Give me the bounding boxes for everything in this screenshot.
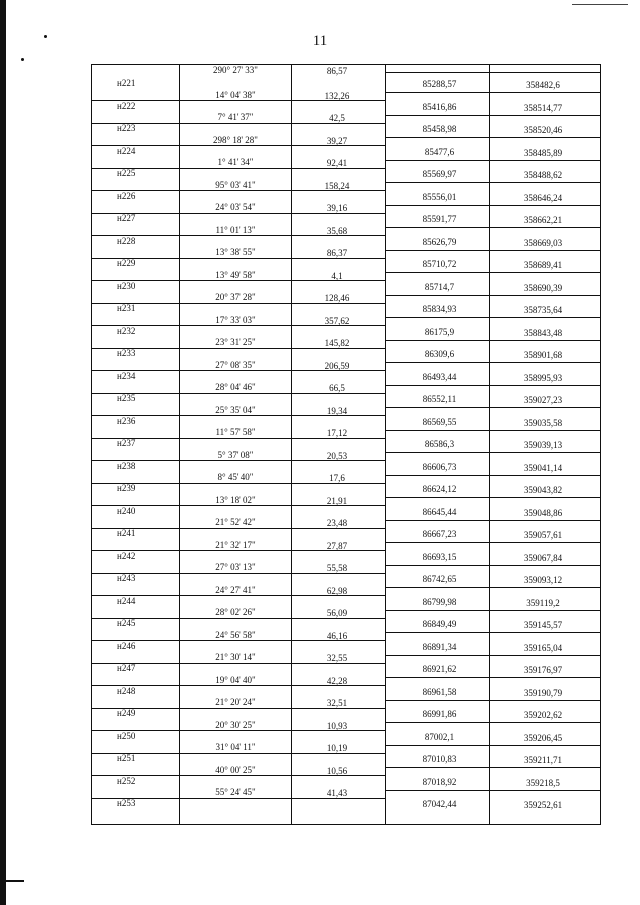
point-label: н238 bbox=[117, 460, 136, 471]
direction-angle: 28° 02' 26" bbox=[215, 607, 256, 617]
coordinate-x: 85710,72 bbox=[422, 259, 457, 269]
column-divider bbox=[291, 64, 292, 825]
point-label: н244 bbox=[117, 595, 136, 606]
direction-angle: 28° 04' 46" bbox=[215, 382, 256, 392]
coord-divider bbox=[385, 722, 601, 723]
point-label: н234 bbox=[117, 370, 136, 381]
coord-divider bbox=[385, 250, 601, 251]
coordinate-y: 358735,64 bbox=[523, 305, 563, 315]
direction-angle: 23° 31' 25" bbox=[215, 337, 256, 347]
column-divider bbox=[600, 64, 601, 825]
coordinate-x: 87042,44 bbox=[422, 799, 457, 809]
coord-divider bbox=[385, 497, 601, 498]
direction-angle: 31° 04' 11" bbox=[215, 742, 256, 752]
coordinate-y: 358690,39 bbox=[523, 282, 563, 293]
point-label: н227 bbox=[117, 213, 136, 223]
coordinate-y: 358843,48 bbox=[523, 327, 563, 338]
segment-length: 42,28 bbox=[326, 675, 348, 686]
coord-divider bbox=[385, 610, 601, 611]
direction-angle: 8° 45' 40" bbox=[217, 472, 254, 482]
coordinates-table bbox=[91, 64, 601, 825]
coord-divider bbox=[385, 182, 601, 183]
coordinate-x: 87018,92 bbox=[422, 776, 457, 787]
coordinate-x: 86667,23 bbox=[422, 529, 457, 539]
coord-divider bbox=[385, 587, 601, 588]
coordinate-x: 86175,9 bbox=[424, 326, 455, 337]
point-label: н249 bbox=[117, 708, 136, 718]
scan-dot bbox=[21, 58, 24, 61]
coordinate-y: 358662,21 bbox=[523, 215, 563, 225]
scan-top-edge bbox=[572, 4, 628, 5]
coord-divider bbox=[385, 677, 601, 678]
direction-angle: 55° 24' 45" bbox=[215, 787, 256, 797]
page-number: 11 bbox=[312, 33, 328, 49]
coordinate-y: 359048,86 bbox=[523, 507, 563, 518]
direction-angle: 40° 00' 25" bbox=[215, 764, 256, 775]
segment-length: 132,26 bbox=[324, 90, 350, 101]
coord-divider bbox=[385, 475, 601, 476]
segment-length: 128,46 bbox=[324, 293, 350, 303]
coord-divider bbox=[385, 160, 601, 161]
coordinate-x: 86849,49 bbox=[422, 619, 457, 629]
coordinate-x: 86742,65 bbox=[422, 574, 457, 584]
segment-length: 20,53 bbox=[326, 450, 348, 461]
point-label: н248 bbox=[117, 685, 136, 696]
coord-divider bbox=[385, 362, 601, 363]
coordinate-y: 359252,61 bbox=[523, 800, 563, 810]
coordinate-y: 359206,45 bbox=[523, 732, 563, 743]
segment-length: 4,1 bbox=[331, 270, 343, 281]
coordinate-y: 359041,14 bbox=[523, 462, 563, 473]
point-label: н245 bbox=[117, 618, 136, 628]
point-label: н231 bbox=[117, 303, 136, 313]
direction-angle: 20° 30' 25" bbox=[215, 719, 256, 730]
segment-length: 17,6 bbox=[329, 473, 345, 483]
coordinate-x: 86693,15 bbox=[422, 551, 457, 562]
coordinate-x: 86891,34 bbox=[422, 641, 457, 652]
segment-length: 56,09 bbox=[326, 608, 348, 618]
coordinate-y: 359176,97 bbox=[523, 665, 563, 675]
segment-length: 66,5 bbox=[329, 383, 345, 393]
point-label: н250 bbox=[117, 730, 136, 741]
direction-angle: 11° 01' 13" bbox=[215, 224, 256, 235]
direction-angle: 21° 52' 42" bbox=[215, 517, 256, 527]
direction-angle: 21° 30' 14" bbox=[215, 652, 256, 662]
point-label: н228 bbox=[117, 235, 136, 246]
coordinate-x: 85556,01 bbox=[422, 191, 457, 202]
coordinate-x: 86569,55 bbox=[422, 416, 457, 427]
column-divider bbox=[385, 64, 386, 825]
direction-angle: 27° 08' 35" bbox=[215, 359, 256, 370]
coordinate-y: 359218,5 bbox=[526, 777, 560, 788]
coordinate-y: 359057,61 bbox=[523, 530, 563, 540]
coordinate-y: 359202,62 bbox=[523, 710, 563, 720]
direction-angle: 7° 41' 37" bbox=[217, 112, 254, 122]
segment-length: 86,37 bbox=[326, 248, 348, 258]
direction-angle: 14° 04' 38" bbox=[215, 89, 256, 100]
coord-divider bbox=[385, 790, 601, 791]
segment-length: 41,43 bbox=[326, 788, 348, 798]
coordinate-x: 85458,98 bbox=[422, 124, 457, 134]
direction-angle: 21° 32' 17" bbox=[215, 539, 256, 550]
coordinate-y: 358689,41 bbox=[523, 260, 563, 270]
point-label: н225 bbox=[117, 168, 136, 178]
direction-angle: 13° 49' 58" bbox=[215, 269, 256, 280]
coord-divider bbox=[385, 317, 601, 318]
coordinate-x: 86645,44 bbox=[422, 506, 457, 517]
point-label: н235 bbox=[117, 393, 136, 403]
coordinate-x: 85591,77 bbox=[422, 214, 457, 224]
coordinate-x: 85714,7 bbox=[424, 281, 455, 292]
segment-length: 86,57 bbox=[326, 66, 348, 76]
direction-angle: 21° 20' 24" bbox=[215, 697, 256, 707]
coord-divider bbox=[385, 115, 601, 116]
segment-length: 62,98 bbox=[326, 585, 348, 596]
coordinate-y: 358482,6 bbox=[526, 80, 560, 90]
segment-length: 158,24 bbox=[324, 180, 350, 191]
segment-length: 39,27 bbox=[326, 135, 348, 146]
direction-angle: 27° 03' 13" bbox=[215, 562, 256, 572]
coordinate-y: 359039,13 bbox=[523, 440, 563, 450]
coordinate-y: 359145,57 bbox=[523, 620, 563, 630]
column-divider bbox=[489, 64, 490, 825]
coordinate-y: 359190,79 bbox=[523, 687, 563, 698]
direction-angle: 95° 03' 41" bbox=[215, 179, 256, 190]
segment-length: 27,87 bbox=[326, 540, 348, 551]
scan-left-edge bbox=[0, 0, 6, 905]
point-label: н222 bbox=[117, 100, 136, 111]
point-label: н233 bbox=[117, 348, 136, 358]
coord-divider bbox=[385, 700, 601, 701]
coordinate-x: 86552,11 bbox=[422, 394, 457, 404]
point-label: н253 bbox=[117, 798, 136, 808]
coordinate-x: 87002,1 bbox=[424, 731, 455, 742]
coordinate-y: 358488,62 bbox=[523, 170, 563, 180]
coord-divider bbox=[385, 745, 601, 746]
point-label: н221 bbox=[117, 78, 136, 88]
coord-divider bbox=[385, 407, 601, 408]
segment-length: 145,82 bbox=[324, 338, 350, 348]
direction-angle: 17° 33' 03" bbox=[215, 314, 256, 325]
coordinate-y: 359035,58 bbox=[523, 417, 563, 428]
coord-divider bbox=[385, 92, 601, 93]
point-label: н236 bbox=[117, 415, 136, 426]
segment-length: 39,16 bbox=[326, 203, 348, 213]
segment-length: 206,59 bbox=[324, 360, 350, 371]
direction-angle: 24° 03' 54" bbox=[215, 202, 256, 212]
coordinate-y: 358995,93 bbox=[523, 372, 563, 383]
segment-length: 35,68 bbox=[326, 225, 348, 236]
direction-angle: 5° 37' 08" bbox=[217, 449, 254, 460]
coord-divider bbox=[385, 227, 601, 228]
segment-length: 92,41 bbox=[326, 158, 348, 168]
coord-divider bbox=[385, 542, 601, 543]
coord-divider bbox=[385, 655, 601, 656]
coordinate-x: 86961,58 bbox=[422, 686, 457, 697]
coordinate-x: 86493,44 bbox=[422, 371, 457, 382]
coordinate-y: 359067,84 bbox=[523, 552, 563, 563]
point-label: н226 bbox=[117, 190, 136, 201]
coordinate-y: 358901,68 bbox=[523, 350, 563, 360]
coordinate-y: 359119,2 bbox=[526, 597, 560, 608]
coord-divider bbox=[385, 430, 601, 431]
coord-divider bbox=[385, 340, 601, 341]
segment-length: 10,19 bbox=[326, 743, 348, 753]
coordinate-x: 87010,83 bbox=[422, 754, 457, 764]
direction-angle: 25° 35' 04" bbox=[215, 404, 256, 415]
coordinate-y: 359211,71 bbox=[524, 755, 562, 765]
coord-divider bbox=[385, 295, 601, 296]
segment-length: 32,55 bbox=[326, 653, 348, 663]
scan-left-edge-foot bbox=[6, 880, 24, 882]
coord-divider bbox=[385, 137, 601, 138]
coordinate-x: 85288,57 bbox=[422, 79, 457, 89]
segment-length: 32,51 bbox=[326, 698, 348, 708]
direction-angle: 24° 27' 41" bbox=[215, 584, 256, 595]
point-label: н232 bbox=[117, 325, 136, 336]
point-label: н223 bbox=[117, 123, 136, 133]
point-label: н243 bbox=[117, 573, 136, 583]
coordinate-x: 86586,3 bbox=[424, 439, 455, 449]
point-label: н240 bbox=[117, 505, 136, 516]
coordinate-y: 359043,82 bbox=[523, 485, 563, 495]
coordinate-y: 359027,23 bbox=[523, 395, 563, 405]
coord-divider bbox=[385, 565, 601, 566]
direction-angle: 290° 27' 33" bbox=[213, 65, 258, 75]
point-label: н246 bbox=[117, 640, 136, 651]
table-top-border bbox=[91, 64, 601, 65]
point-label: н252 bbox=[117, 775, 136, 786]
direction-angle: 24° 56' 58" bbox=[215, 629, 256, 640]
direction-angle: 1° 41' 34" bbox=[217, 157, 254, 167]
direction-angle: 13° 38' 55" bbox=[215, 247, 256, 257]
coord-divider bbox=[385, 520, 601, 521]
coord-divider bbox=[385, 632, 601, 633]
direction-angle: 298° 18' 28" bbox=[213, 134, 258, 145]
coord-divider bbox=[385, 205, 601, 206]
coordinate-y: 358514,77 bbox=[523, 102, 563, 113]
segment-length: 19,34 bbox=[326, 405, 348, 416]
segment-length: 46,16 bbox=[326, 630, 348, 641]
point-label: н247 bbox=[117, 663, 136, 673]
point-label: н230 bbox=[117, 280, 136, 291]
point-label: н229 bbox=[117, 258, 136, 268]
direction-angle: 19° 04' 40" bbox=[215, 674, 256, 685]
header-divider bbox=[385, 72, 601, 73]
coordinate-x: 86624,12 bbox=[422, 484, 457, 494]
segment-length: 21,91 bbox=[326, 495, 348, 506]
coordinate-x: 86799,98 bbox=[422, 596, 457, 607]
direction-angle: 13° 18' 02" bbox=[215, 494, 256, 505]
segment-length: 10,93 bbox=[326, 720, 348, 731]
segment-length: 10,56 bbox=[326, 765, 348, 776]
coordinate-x: 86309,6 bbox=[424, 349, 455, 359]
segment-length: 42,5 bbox=[329, 113, 345, 123]
coord-divider bbox=[385, 767, 601, 768]
coordinate-y: 358485,89 bbox=[523, 147, 563, 158]
segment-length: 357,62 bbox=[324, 315, 350, 326]
direction-angle: 20° 37' 28" bbox=[215, 292, 256, 302]
point-label: н237 bbox=[117, 438, 136, 448]
coordinate-y: 359165,04 bbox=[523, 642, 563, 653]
table-bottom-border bbox=[91, 824, 601, 825]
coord-divider bbox=[385, 272, 601, 273]
point-label: н241 bbox=[117, 528, 136, 538]
coordinate-y: 358520,46 bbox=[523, 125, 563, 135]
segment-length: 23,48 bbox=[326, 518, 348, 528]
coordinate-x: 86606,73 bbox=[422, 461, 457, 472]
coordinate-y: 358669,03 bbox=[523, 237, 563, 248]
coordinate-y: 359093,12 bbox=[523, 575, 563, 585]
point-label: н224 bbox=[117, 145, 136, 156]
point-label: н251 bbox=[117, 753, 136, 763]
coordinate-x: 85416,86 bbox=[422, 101, 457, 112]
coordinate-x: 86991,86 bbox=[422, 709, 457, 719]
direction-angle: 11° 57' 58" bbox=[215, 427, 256, 437]
point-label: н242 bbox=[117, 550, 136, 561]
coordinate-x: 86921,62 bbox=[422, 664, 457, 674]
segment-length: 17,12 bbox=[326, 428, 348, 438]
coord-divider bbox=[385, 452, 601, 453]
column-divider bbox=[179, 64, 180, 825]
coord-divider bbox=[385, 385, 601, 386]
column-divider bbox=[91, 64, 92, 825]
coordinate-y: 358646,24 bbox=[523, 192, 563, 203]
coordinate-x: 85477,6 bbox=[424, 146, 455, 157]
point-label: н239 bbox=[117, 483, 136, 493]
coordinate-x: 85834,93 bbox=[422, 304, 457, 314]
segment-length: 55,58 bbox=[326, 563, 348, 573]
coordinate-x: 85569,97 bbox=[422, 169, 457, 179]
coordinate-x: 85626,79 bbox=[422, 236, 457, 247]
